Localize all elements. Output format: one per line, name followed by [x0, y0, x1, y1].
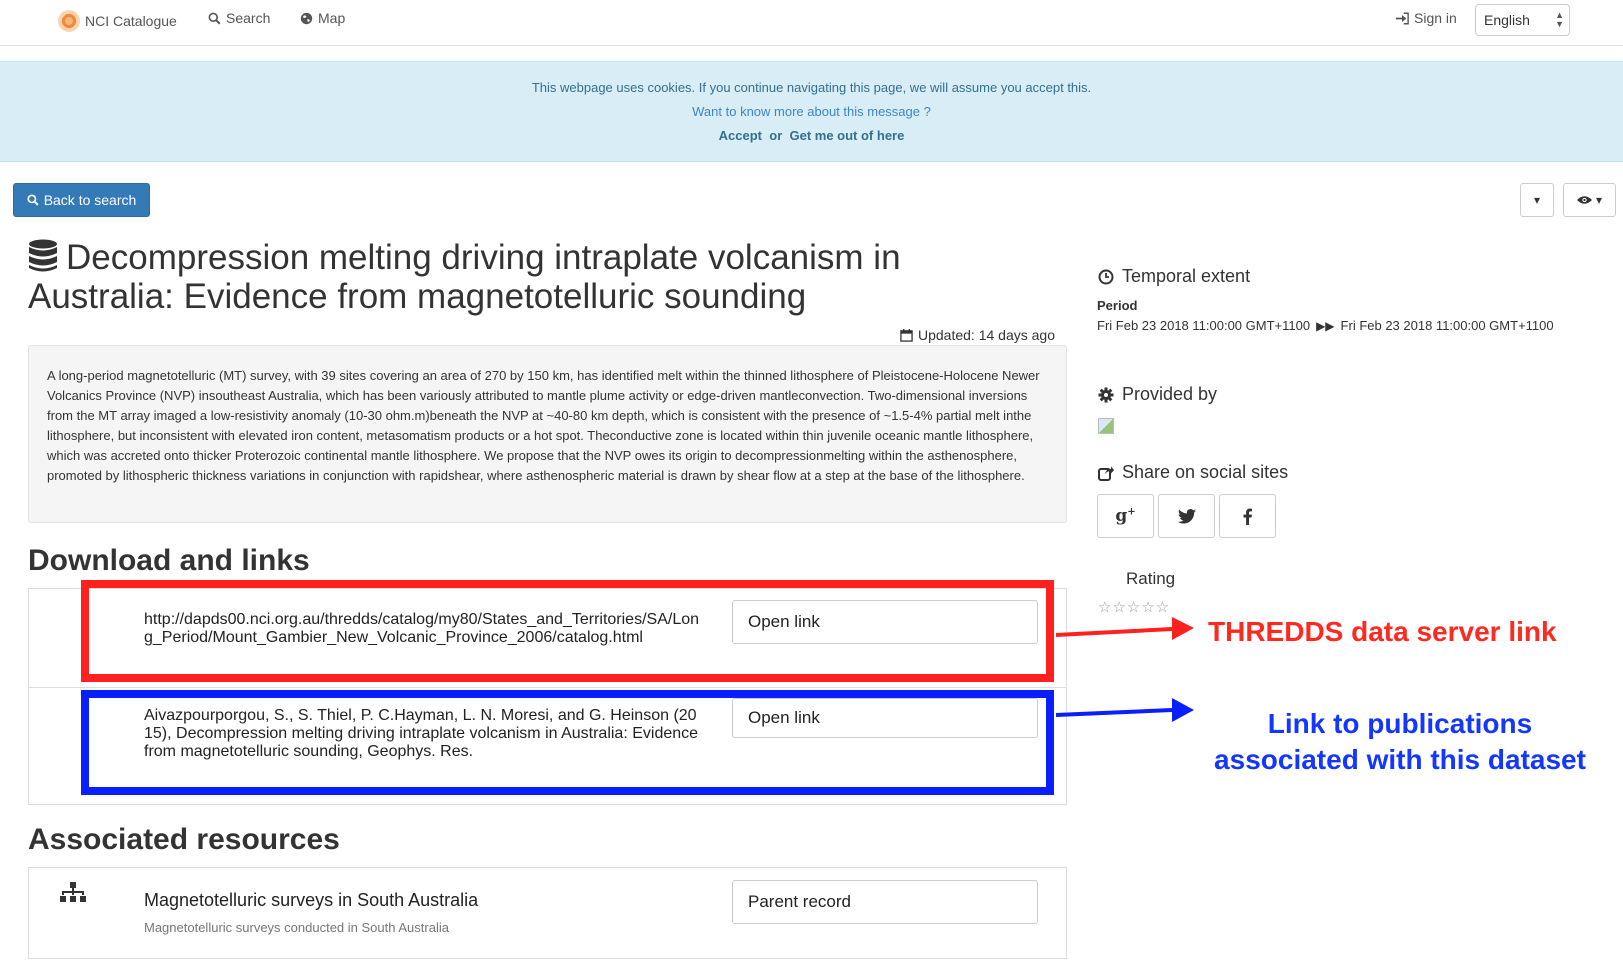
actions-dropdown-button[interactable] — [1520, 183, 1554, 217]
fast-forward-icon: ▶▶ — [1316, 318, 1335, 333]
updated-text: Updated: 14 days ago — [918, 327, 1055, 343]
nav-map-link[interactable] — [300, 10, 345, 26]
share-icon — [1098, 465, 1114, 481]
record-title-text: Decompression melting driving intraplate volcanism in Australia: Evidence from magnetotelluric sounding — [28, 238, 901, 316]
back-to-search-label: Back to search — [43, 192, 137, 208]
back-to-search-button[interactable] — [13, 183, 150, 217]
clock-icon — [1098, 269, 1114, 285]
caret-down-icon: ▾ — [1595, 193, 1603, 207]
cookie-more-link[interactable]: Want to know more about this message ? — [692, 104, 931, 119]
share-heading — [1098, 462, 1288, 483]
publication-annotation-line1: Link to publications — [1267, 708, 1533, 739]
temporal-extent-label: Temporal extent — [1122, 266, 1251, 286]
period-label: Period — [1097, 298, 1138, 313]
download-links-heading: Download and links — [28, 544, 310, 577]
cookie-banner — [0, 61, 1623, 162]
cookie-or-text: or — [769, 128, 783, 143]
open-link-button[interactable]: Open link — [732, 600, 1038, 644]
nav-search-label: Search — [226, 10, 271, 26]
gear-icon — [1098, 387, 1114, 403]
provider-logo-broken-image-icon — [1098, 418, 1114, 434]
thredds-highlight-box — [81, 580, 1054, 682]
open-link-button[interactable]: Open link — [732, 698, 1038, 738]
sitemap-icon — [59, 882, 87, 906]
thredds-annotation: THREDDS data server link — [1208, 616, 1557, 647]
parent-record-button[interactable]: Parent record — [732, 880, 1038, 924]
rating-stars[interactable]: ☆☆☆☆☆ — [1098, 599, 1171, 616]
publication-annotation — [1190, 706, 1610, 778]
abstract-panel — [28, 345, 1067, 523]
provided-by-label: Provided by — [1122, 384, 1218, 404]
top-navbar — [0, 0, 1623, 46]
language-select[interactable] — [1475, 4, 1570, 36]
signin-link[interactable] — [1395, 10, 1457, 26]
publication-link-text[interactable]: Aivazpourporgou, S., S. Thiel, P. C.Hayman, L. N. Moresi, and G. Heinson (2015), Decompression melting driving intraplate volcanism in Australia: Evidence from magnetotelluric sounding, Geophys. Res. — [144, 707, 699, 760]
twitter-icon — [1178, 509, 1196, 524]
twitter-share-button[interactable] — [1158, 494, 1215, 538]
share-label: Share on social sites — [1122, 462, 1289, 482]
associated-resource-title[interactable]: Magnetotelluric surveys in South Australia — [144, 890, 479, 910]
language-value: English — [1484, 12, 1530, 28]
cookie-message: This webpage uses cookies. If you continue navigating this page, we will assume you accept this. — [531, 80, 1092, 95]
eye-icon — [1577, 195, 1592, 205]
annotation-arrows — [1054, 604, 1194, 734]
view-mode-dropdown-button[interactable] — [1563, 183, 1616, 217]
facebook-icon — [1243, 508, 1252, 525]
calendar-icon — [900, 329, 913, 342]
period-end: Fri Feb 23 2018 11:00:00 GMT+1100 — [1340, 318, 1554, 333]
globe-icon — [300, 12, 313, 25]
provided-by-heading — [1098, 384, 1217, 405]
nav-map-label: Map — [318, 10, 346, 26]
period-range — [1097, 318, 1554, 333]
caret-down-icon: ▾ — [1533, 193, 1541, 207]
nci-logo-icon — [58, 10, 80, 32]
associated-resource-item — [28, 867, 1067, 959]
publication-annotation-line2: associated with this dataset — [1214, 744, 1586, 775]
facebook-share-button[interactable] — [1219, 494, 1276, 538]
database-icon — [28, 239, 58, 273]
brand-link[interactable] — [58, 10, 177, 32]
nav-search-link[interactable] — [208, 10, 270, 26]
abstract-text: A long-period magnetotelluric (MT) survey, with 39 sites covering an area of 270 by 150 km, has identified melt within the thinned lithosphere of Pleistocene-Holocene Newer Volcanics Province (NVP) insoutheast Australia, which has been variously attributed to mantle plume activity or edge-driven mantleconvection. Two-dimensional inversions from the MT array imaged a low-resistivity anomaly (10-30 ohm.m)beneath the NVP at ~40-80 km depth, which is consistent with the presence of ~1.5-4% partial melt inthe lithosphere, but inconsistent with elevated iron content, metasomatism products or a hot spot. Theconductive zone is located within thin juvenile oceanic mantle lithosphere, which was accreted onto thicker Proterozoic continental mantle lithosphere. We propose that the NVP owes its origin to decompressionmelting within the asthenosphere, promoted by lithospheric thickness variations in conjunction with rapidshear, where asthenospheric material is drawn by shear flow at a step at the base of the lithosphere. — [47, 368, 1040, 483]
select-arrows-icon: ▲ ▼ — [1555, 10, 1564, 29]
search-icon — [208, 12, 221, 25]
google-plus-icon: g+ — [1115, 506, 1136, 526]
record-title — [28, 238, 1028, 316]
google-plus-share-button[interactable] — [1097, 494, 1154, 538]
period-start: Fri Feb 23 2018 11:00:00 GMT+1100 — [1097, 318, 1311, 333]
search-icon — [27, 194, 39, 206]
red-arrow-head-icon — [1172, 617, 1194, 640]
red-arrow-line — [1056, 629, 1172, 635]
signin-label: Sign in — [1414, 10, 1457, 26]
rating-label: Rating — [1126, 569, 1176, 588]
associated-resource-subtitle: Magnetotelluric surveys conducted in South Australia — [144, 920, 449, 935]
blue-arrow-line — [1056, 710, 1172, 715]
brand-label: NCI Catalogue — [85, 13, 177, 29]
cookie-leave-link[interactable]: Get me out of here — [789, 128, 905, 143]
associated-resources-heading: Associated resources — [28, 823, 340, 856]
cookie-accept-link[interactable]: Accept — [718, 128, 763, 143]
cookie-actions — [0, 128, 1623, 143]
publication-highlight-box — [81, 690, 1054, 795]
updated-info — [900, 327, 1055, 343]
sign-in-icon — [1395, 12, 1409, 25]
temporal-extent-heading — [1098, 266, 1250, 287]
thredds-link-text[interactable]: http://dapds00.nci.org.au/thredds/catalog/my80/States_and_Territories/SA/Long_Period/Mount_Gambier_New_Volcanic_Province_2006/catalog.html — [144, 611, 700, 646]
